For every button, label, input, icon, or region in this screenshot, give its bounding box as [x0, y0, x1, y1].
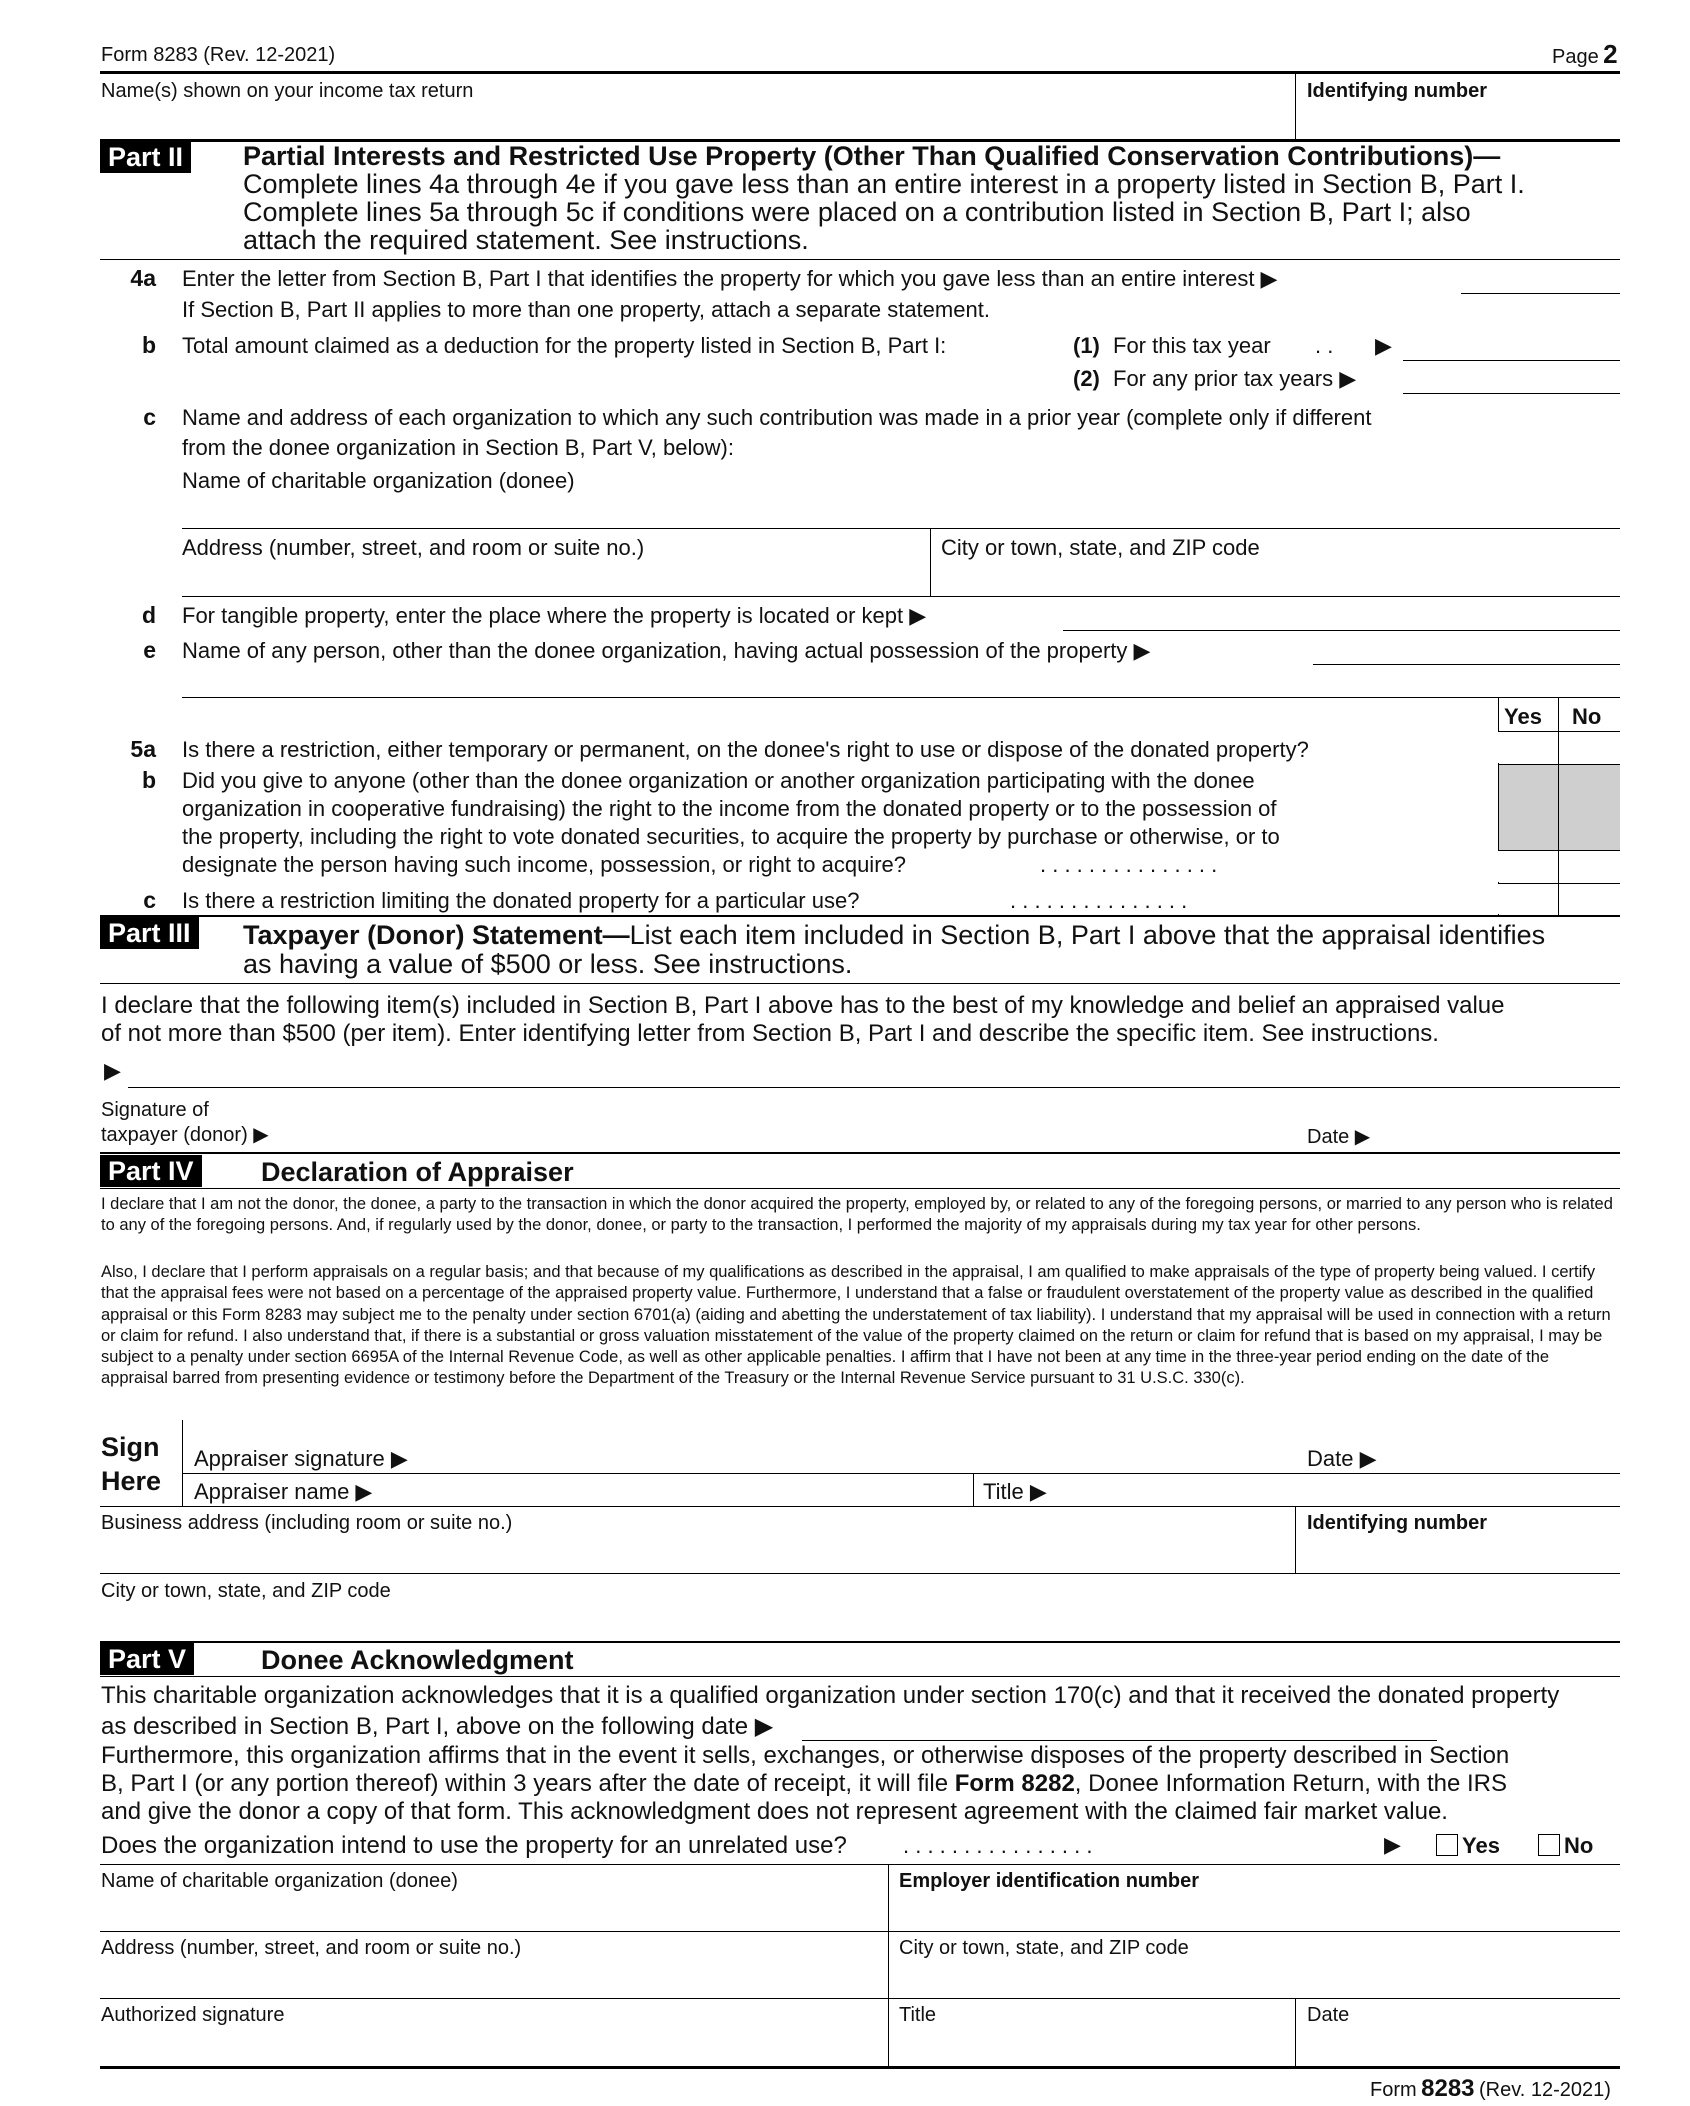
line-4b1-entry[interactable] [1403, 360, 1620, 361]
part5-text-4a: B, Part I (or any portion thereof) within 3 years after the date of receipt, it will file [101, 1770, 949, 1797]
names-label: Name(s) shown on your income tax return [101, 80, 474, 102]
line-4d-text: For tangible property, enter the place where the property is located or kept ▶ [182, 603, 927, 628]
line-4b-text: Total amount claimed as a deduction for the property listed in Section B, Part I: [182, 333, 947, 358]
page-number-value: 2 [1603, 39, 1618, 69]
appraiser-city-label: City or town, state, and ZIP code [101, 1580, 391, 1602]
line-4a-text: Enter the letter from Section B, Part I that identifies the property for which you gave less than an entire interest ▶ [182, 266, 1278, 291]
part3-badge: Part III [100, 917, 199, 949]
part5-text-4 [101, 1770, 1507, 1798]
yes-checkbox[interactable] [1436, 1834, 1458, 1856]
line-4b2-number: (2) [1073, 366, 1100, 391]
divider [100, 1641, 1620, 1643]
divider [100, 983, 1620, 984]
arrow-icon: ▶ [1384, 1832, 1401, 1857]
sign-label: Sign [101, 1432, 160, 1462]
line-4b-number: b [141, 332, 156, 358]
line-4c-number: c [143, 404, 156, 430]
donee-name-label: Name of charitable organization (donee) [101, 1870, 458, 1892]
here-label: Here [101, 1466, 162, 1496]
arrow-icon: ▶ [104, 1058, 121, 1083]
divider [100, 1998, 1620, 1999]
part3-title-rest: List each item included in Section B, Part I above that the appraisal identifies [629, 920, 1546, 950]
line-5b-text-4: designate the person having such income, possession, or right to acquire? [182, 852, 906, 877]
divider [1558, 765, 1559, 850]
line-5b-yes-cell[interactable] [1498, 851, 1558, 882]
divider [100, 1864, 1620, 1865]
line-5b-number: b [141, 767, 156, 793]
line-5b-dots: . . . . . . . . . . . . . . . [1040, 852, 1218, 877]
part5-text-1: This charitable organization acknowledges that it is a qualified organization under section 170(c) and that it received the donated property [101, 1682, 1560, 1709]
yes-label: Yes [1462, 1833, 1500, 1858]
line-4a-text-2: If Section B, Part II applies to more than one property, attach a separate statement. [182, 297, 990, 322]
line-5a-no-cell[interactable] [1559, 732, 1619, 763]
appraiser-signature-label: Appraiser signature ▶ [194, 1446, 408, 1471]
page-number [1552, 40, 1618, 70]
donee-city-label: City or town, state, and ZIP code [899, 1937, 1189, 1959]
part3-title [243, 921, 1545, 949]
line-4b2-entry[interactable] [1403, 393, 1620, 394]
line-5a-text: Is there a restriction, either temporary or permanent, on the donee's right to use or dispose of the donated property? [182, 737, 1309, 762]
appraiser-identifying-number-label: Identifying number [1307, 1512, 1487, 1534]
line-5b-text-2: organization in cooperative fundraising) the right to the income from the donated property or to the possession of [182, 796, 1277, 821]
business-address-label: Business address (including room or suite no.) [101, 1512, 513, 1534]
taxpayer-date-field[interactable] [1380, 1100, 1618, 1146]
no-checkbox[interactable] [1538, 1834, 1560, 1856]
received-date-entry[interactable] [802, 1740, 1437, 1741]
appraiser-name-label: Appraiser name ▶ [194, 1479, 373, 1504]
divider [100, 1188, 1620, 1189]
line-4d-entry[interactable] [1063, 630, 1620, 631]
footer-form-id [1370, 2075, 1611, 2103]
part3-declaration-1: I declare that the following item(s) included in Section B, Part I above has to the best of my knowledge and belief an appraised value [101, 992, 1505, 1019]
line-4e-entry[interactable] [1313, 664, 1620, 665]
divider [182, 1473, 1620, 1474]
yes-column-header: Yes [1504, 704, 1542, 729]
appraiser-signature-field[interactable] [420, 1425, 1280, 1469]
line-5c-yes-cell[interactable] [1498, 884, 1558, 914]
divider [930, 528, 931, 596]
line-4c-name-label: Name of charitable organization (donee) [182, 468, 575, 493]
part4-badge: Part IV [100, 1155, 202, 1187]
part3-title-bold: Taxpayer (Donor) Statement— [243, 920, 630, 950]
line-4a-entry[interactable] [1461, 293, 1620, 294]
divider [973, 1473, 974, 1506]
taxpayer-signature-field[interactable] [300, 1100, 1290, 1146]
line-5a-number: 5a [130, 736, 156, 762]
arrow-icon: ▶ [1375, 333, 1392, 358]
date-label: Date ▶ [1307, 1126, 1371, 1148]
line-4d-number: d [141, 602, 156, 628]
part5-text-3: Furthermore, this organization affirms that in the event it sells, exchanges, or otherwise disposes of the property described in Section [101, 1742, 1510, 1769]
line-5c-dots: . . . . . . . . . . . . . . . [1010, 888, 1188, 913]
footer-rev: (Rev. 12-2021) [1478, 2079, 1611, 2101]
form-revision: Form 8283 (Rev. 12-2021) [101, 44, 336, 66]
shaded-area [1499, 765, 1620, 850]
line-4b1-dots: . . [1315, 333, 1334, 358]
line-4c-text-1: Name and address of each organization to which any such contribution was made in a prior year (complete only if different [182, 405, 1372, 430]
question-dots: . . . . . . . . . . . . . . . . [903, 1833, 1093, 1858]
divider [182, 596, 1620, 597]
part3-title-line-2: as having a value of $500 or less. See instructions. [243, 949, 853, 979]
part3-declaration-2: of not more than $500 (per item). Enter identifying letter from Section B, Part I and describe the specific item. See instructions. [101, 1020, 1439, 1047]
part2-desc-2: Complete lines 5a through 5c if conditions were placed on a contribution listed in Section B, Part I; also [243, 197, 1471, 227]
donee-date-label: Date [1307, 2004, 1350, 2026]
authorized-signature-label: Authorized signature [101, 2004, 285, 2026]
line-5c-no-cell[interactable] [1559, 884, 1619, 914]
line-4a-number: 4a [130, 265, 156, 291]
footer-form-label: Form [1370, 2079, 1417, 2101]
part2-desc-3: attach the required statement. See instructions. [243, 225, 809, 255]
appraiser-name-field[interactable] [380, 1475, 965, 1505]
appraiser-title-field[interactable] [1060, 1475, 1618, 1505]
part2-badge: Part II [100, 141, 191, 173]
line-5c-text: Is there a restriction limiting the donated property for a particular use? [182, 888, 860, 913]
divider [182, 1420, 183, 1506]
identifying-number-label: Identifying number [1307, 80, 1487, 102]
part5-text-2: as described in Section B, Part I, above on the following date ▶ [101, 1713, 774, 1740]
line-4c-city-label: City or town, state, and ZIP code [941, 535, 1260, 560]
divider [182, 528, 1620, 529]
line-5b-text-3: the property, including the right to vote donated securities, to acquire the property by purchase or otherwise, or to [182, 824, 1280, 849]
donee-title-label: Title [899, 2004, 937, 2026]
line-4e-number: e [143, 637, 156, 663]
line-4e-entry-2[interactable] [182, 697, 1620, 698]
donee-address-label: Address (number, street, and room or suite no.) [101, 1937, 522, 1959]
divider [100, 1573, 1620, 1574]
part5-badge: Part V [100, 1643, 194, 1675]
part4-paragraph-1: I declare that I am not the donor, the donee, a party to the transaction in which the donor acquired the property, employed by, or related to any of the foregoing persons, or married to any person who is related to any of the foregoing persons. And, if regularly used by the donor, donee, or party to the transaction, I performed the majority of my appraisals during my tax year for other persons. [101, 1195, 1613, 1234]
no-column-header: No [1572, 704, 1602, 729]
part5-text-4c: , Donee Information Return, with the IRS [1074, 1770, 1508, 1797]
line-5c-number: c [143, 887, 156, 913]
unrelated-use-no[interactable] [1538, 1833, 1593, 1858]
part4-paragraph-2: Also, I declare that I perform appraisals on a regular basis; and that because of my qualifications as described in the appraisal, I am qualified to make appraisals of the type of property being valued. I certify that the appraisal fees were not based on a percentage of the appraised property value. Furthermore, I understand that a false or fraudulent overstatement of the property value as described in the qualified appraisal or this Form 8283 may subject me to the penalty under section 6701(a) (aiding and abetting the understatement of tax liability). I understand that my appraisal will be used in connection with a return or claim for refund. I also understand that, if there is a substantial or gross valuation misstatement of the value of the property claimed on the return or claim for refund that is based on my appraisal, I may be subject to a penalty under section 6695A of the Internal Revenue Code, as well as other applicable penalties. I affirm that I have not been at any time in the three-year period ending on the date of the appraisal barred from presenting evidence or testimony before the Department of the Treasury or the Internal Revenue Service pursuant to 31 U.S.C. 330(c). [101, 1263, 1611, 1388]
signature-label-2: taxpayer (donor) ▶ [101, 1124, 269, 1146]
divider [100, 2066, 1620, 2069]
part2-desc-1: Complete lines 4a through 4e if you gave less than an entire interest in a property listed in Section B, Part I. [243, 169, 1525, 199]
divider [100, 1506, 1620, 1507]
line-4e-text: Name of any person, other than the donee organization, having actual possession of the property ▶ [182, 638, 1151, 663]
part5-text-5: and give the donor a copy of that form. This acknowledgment does not represent agreement with the claimed fair market value. [101, 1798, 1448, 1825]
appraiser-date-label: Date ▶ [1307, 1446, 1377, 1471]
ein-label: Employer identification number [899, 1870, 1200, 1892]
header-rule [100, 71, 1620, 74]
line-5b-no-cell[interactable] [1559, 851, 1619, 882]
line-4b1-text: For this tax year [1113, 333, 1271, 358]
page-label: Page [1552, 46, 1599, 68]
unrelated-use-question: Does the organization intend to use the property for an unrelated use? [101, 1832, 847, 1859]
part4-title: Declaration of Appraiser [261, 1157, 574, 1187]
appraiser-date-field[interactable] [1385, 1425, 1618, 1469]
unrelated-use-yes[interactable] [1436, 1833, 1500, 1858]
divider [1295, 73, 1296, 139]
part3-item-entry[interactable] [128, 1087, 1620, 1088]
appraiser-title-label: Title ▶ [983, 1479, 1047, 1504]
footer-form-number: 8283 [1421, 2075, 1475, 2102]
divider [1295, 1998, 1296, 2066]
divider [888, 1864, 889, 2066]
divider [1295, 1506, 1296, 1573]
divider [100, 1152, 1620, 1154]
line-4b2-text: For any prior tax years ▶ [1113, 366, 1357, 391]
form-8282-reference: Form 8282 [954, 1770, 1075, 1797]
part2-title: Partial Interests and Restricted Use Property (Other Than Qualified Conservation Contributions)— [243, 141, 1501, 171]
divider [100, 1676, 1620, 1677]
divider [100, 259, 1620, 260]
divider [100, 915, 1620, 917]
line-5b-text-1: Did you give to anyone (other than the donee organization or another organization participating with the donee [182, 768, 1255, 793]
part5-title: Donee Acknowledgment [261, 1645, 574, 1675]
signature-label-1: Signature of [101, 1099, 209, 1121]
line-4b1-number: (1) [1073, 333, 1100, 358]
line-5a-yes-cell[interactable] [1498, 732, 1558, 763]
line-4c-address-label: Address (number, street, and room or suite no.) [182, 535, 645, 560]
divider [100, 1931, 1620, 1932]
no-label: No [1564, 1833, 1594, 1858]
line-4c-text-2: from the donee organization in Section B, Part V, below): [182, 435, 734, 460]
